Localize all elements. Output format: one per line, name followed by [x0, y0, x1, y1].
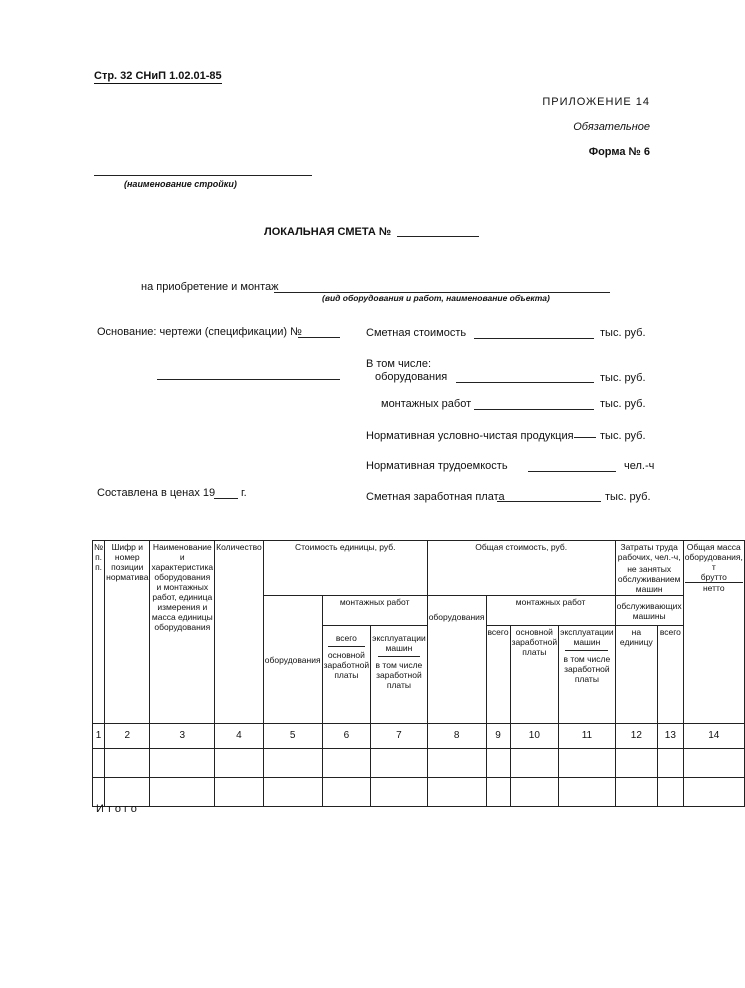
header-labor-all: всего: [658, 626, 684, 724]
table-row: [93, 778, 745, 807]
header-labor-per-unit: на единицу: [615, 626, 657, 724]
basis-label: Основание: чертежи (спецификации) №: [97, 326, 302, 338]
wages-label: Сметная заработная плата: [366, 491, 505, 503]
net-product-line: [574, 437, 596, 438]
basis-extra-line: [157, 379, 340, 380]
header-unit-all: всего: [335, 633, 357, 643]
col-number-5: 5: [263, 724, 322, 749]
net-product-unit: тыс. руб.: [600, 430, 646, 442]
header-total-basic-wage: основной заработной платы: [510, 626, 559, 724]
equipment-label: оборудования: [375, 371, 448, 383]
header-unit-installation: монтажных работ: [322, 596, 427, 626]
header-quantity: Количество: [215, 541, 264, 724]
installation-unit: тыс. руб.: [600, 398, 646, 410]
header-labor: [615, 541, 683, 596]
installation-line: [474, 409, 594, 410]
header-total-incl-wage: в том числе заработной платы: [563, 654, 611, 684]
labor-label: Нормативная трудоемкость: [366, 460, 508, 472]
construction-caption: (наименование стройки): [124, 179, 237, 189]
header-unit-basic-wage: основной заработной платы: [323, 650, 370, 680]
equipment-line: [456, 382, 594, 383]
col-number-8: 8: [427, 724, 486, 749]
total-label: Итого: [96, 803, 140, 815]
col-number-4: 4: [215, 724, 264, 749]
header-unit-cost: Стоимость единицы, руб.: [263, 541, 427, 596]
header-total-all: всего: [486, 626, 510, 724]
prices-year-line: [214, 498, 238, 499]
net-product-label: Нормативная условно-чистая продукция: [366, 430, 574, 442]
labor-line: [528, 471, 616, 472]
header-number: № п. п.: [93, 541, 105, 724]
header-mass: [683, 541, 744, 724]
estimated-cost-unit: тыс. руб.: [600, 327, 646, 339]
col-number-7: 7: [371, 724, 428, 749]
col-number-1: 1: [93, 724, 105, 749]
installation-label: монтажных работ: [381, 398, 472, 410]
header-not-engaged: не занятых обслуживанием машин: [617, 564, 681, 594]
col-number-2: 2: [105, 724, 150, 749]
header-name: Наименование и характеристика оборудования и монтажных работ, единица измерения и масса единицы оборудования: [150, 541, 215, 724]
header-net: нетто: [702, 583, 725, 593]
equipment-unit: тыс. руб.: [600, 372, 646, 384]
col-number-3: 3: [150, 724, 215, 749]
estimated-cost-label: Сметная стоимость: [366, 327, 467, 339]
header-divider: [378, 656, 421, 657]
col-number-12: 12: [615, 724, 657, 749]
header-unit-equipment: оборудования: [263, 596, 322, 724]
including-label: В том числе:: [366, 358, 432, 370]
col-number-6: 6: [322, 724, 371, 749]
header-divider: [565, 650, 608, 651]
col-number-13: 13: [658, 724, 684, 749]
page-reference: Стр. 32 СНиП 1.02.01-85: [94, 70, 222, 82]
header-total-machines-cell: [559, 626, 616, 724]
header-serving: обслуживающих машины: [615, 596, 683, 626]
appendix-title: ПРИЛОЖЕНИЕ 14: [542, 96, 650, 108]
header-unit-install-total: [322, 626, 371, 724]
header-total-cost: Общая стоимость, руб.: [427, 541, 615, 596]
document-title: ЛОКАЛЬНАЯ СМЕТА №: [264, 226, 392, 238]
col-number-14: 14: [683, 724, 744, 749]
construction-name-line: [94, 175, 312, 176]
wages-unit: тыс. руб.: [605, 491, 651, 503]
header-gross: брутто: [685, 572, 743, 583]
labor-unit: чел.-ч: [624, 460, 655, 472]
header-total-installation: монтажных работ: [486, 596, 615, 626]
col-number-11: 11: [559, 724, 616, 749]
header-total-equipment: оборудования: [427, 596, 486, 724]
header-unit-machines-cell: [371, 626, 428, 724]
header-unit-incl-wage: в том числе заработной платы: [375, 660, 423, 690]
header-labor-title: Затраты труда рабочих, чел.-ч,: [617, 542, 681, 562]
table-row: [93, 749, 745, 778]
purpose-label: на приобретение и монтаж: [141, 281, 279, 293]
estimate-number-line: [397, 236, 479, 237]
form-number: Форма № 6: [588, 146, 650, 158]
wages-line: [497, 501, 601, 502]
header-total-machines: эксплуатации машин: [560, 627, 614, 647]
estimate-table: [92, 540, 745, 807]
header-mass-title: Общая масса оборудования, т: [684, 542, 743, 572]
header-unit-machines: эксплуатации машин: [372, 633, 426, 653]
header-divider: [328, 646, 364, 647]
estimated-cost-line: [474, 338, 594, 339]
prices-label: Составлена в ценах 19: [97, 487, 216, 499]
appendix-status: Обязательное: [573, 121, 650, 133]
col-number-10: 10: [510, 724, 559, 749]
basis-number-line: [298, 337, 340, 338]
purpose-caption: (вид оборудования и работ, наименование объекта): [322, 293, 550, 303]
col-number-9: 9: [486, 724, 510, 749]
prices-suffix: г.: [241, 487, 247, 499]
header-code: Шифр и номер позиции норматива: [105, 541, 150, 724]
